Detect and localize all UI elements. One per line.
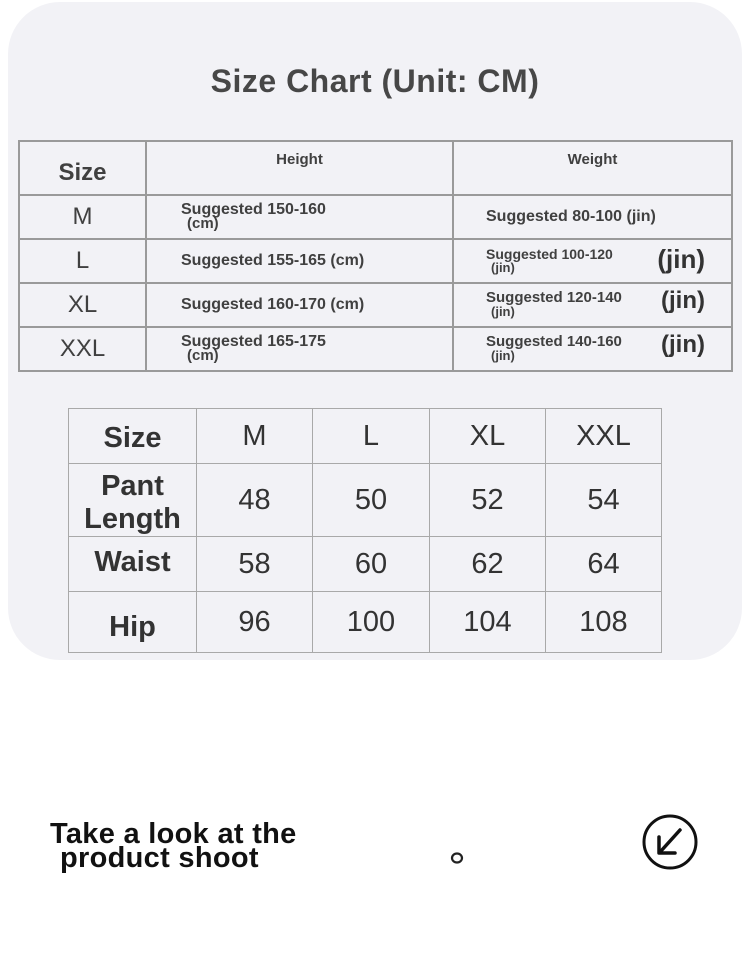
- weight-text: Suggested 140-160: [486, 333, 622, 350]
- height-cell: [146, 327, 453, 371]
- height-text: Suggested 165-175: [181, 333, 326, 350]
- caption-line-2: product shoot: [60, 842, 259, 874]
- weight-unit: (jin): [491, 260, 515, 275]
- weight-cell: [453, 239, 732, 283]
- table-row: [69, 537, 662, 592]
- size-cell: M: [19, 195, 146, 239]
- weight-text: Suggested 100-120: [486, 246, 613, 262]
- table-cell: 64: [546, 537, 662, 592]
- table-row: [19, 195, 732, 239]
- table-row: [19, 327, 732, 371]
- product-shoot-caption: [50, 818, 297, 874]
- table-header-row: [69, 409, 662, 464]
- caption-line-1: Take a look at the: [50, 818, 297, 850]
- arrow-down-left-circle-icon[interactable]: [641, 813, 699, 871]
- weight-cell: [453, 283, 732, 327]
- table-cell: 96: [197, 592, 313, 653]
- height-cell: [146, 283, 453, 327]
- height-text: Suggested 160-170 (cm): [181, 296, 365, 313]
- size-column-header: Size: [19, 141, 146, 195]
- table-cell: 62: [430, 537, 546, 592]
- size-header-cell: XXL: [546, 409, 662, 464]
- size-header-cell: L: [313, 409, 430, 464]
- size-cell: L: [19, 239, 146, 283]
- table-cell: 58: [197, 537, 313, 592]
- pant-length-label: Pant Length: [69, 464, 197, 537]
- table-row: [69, 464, 662, 537]
- weight-text: Suggested 80-100 (jin): [486, 208, 656, 225]
- size-suggestion-table: [18, 140, 733, 372]
- weight-unit-large: (jin): [661, 287, 705, 314]
- weight-unit-large: (jin): [657, 244, 705, 274]
- page-title: Size Chart (Unit: CM): [210, 63, 540, 99]
- dot-icon: [449, 851, 465, 865]
- height-text: Suggested 155-165 (cm): [181, 252, 365, 269]
- table-cell: 52: [430, 464, 546, 537]
- weight-unit: (jin): [491, 348, 515, 363]
- table-row: [69, 592, 662, 653]
- size-header-cell: XL: [430, 409, 546, 464]
- table-cell: 50: [313, 464, 430, 537]
- table-header-row: [19, 141, 732, 195]
- table-cell: 108: [546, 592, 662, 653]
- weight-cell: [453, 195, 732, 239]
- table-cell: 48: [197, 464, 313, 537]
- table-cell: 54: [546, 464, 662, 537]
- size-cell: XXL: [19, 327, 146, 371]
- height-cell: [146, 195, 453, 239]
- table-row: [19, 283, 732, 327]
- weight-text: Suggested 120-140: [486, 289, 622, 306]
- table-cell: 60: [313, 537, 430, 592]
- size-header-cell: M: [197, 409, 313, 464]
- table-row: [19, 239, 732, 283]
- weight-unit: (jin): [491, 304, 515, 319]
- size-cell: XL: [19, 283, 146, 327]
- hip-label: Hip: [69, 592, 197, 653]
- weight-cell: [453, 327, 732, 371]
- weight-unit-large: (jin): [661, 331, 705, 358]
- table-cell: 100: [313, 592, 430, 653]
- height-column-header: Height: [146, 141, 453, 195]
- waist-label: Waist: [69, 537, 197, 592]
- table-cell: 104: [430, 592, 546, 653]
- height-text: Suggested 150-160: [181, 201, 326, 218]
- height-unit: (cm): [187, 347, 219, 364]
- height-cell: [146, 239, 453, 283]
- measurement-table: [68, 408, 662, 653]
- size-column-header: Size: [69, 409, 197, 464]
- height-unit: (cm): [187, 215, 219, 232]
- weight-column-header: Weight: [453, 141, 732, 195]
